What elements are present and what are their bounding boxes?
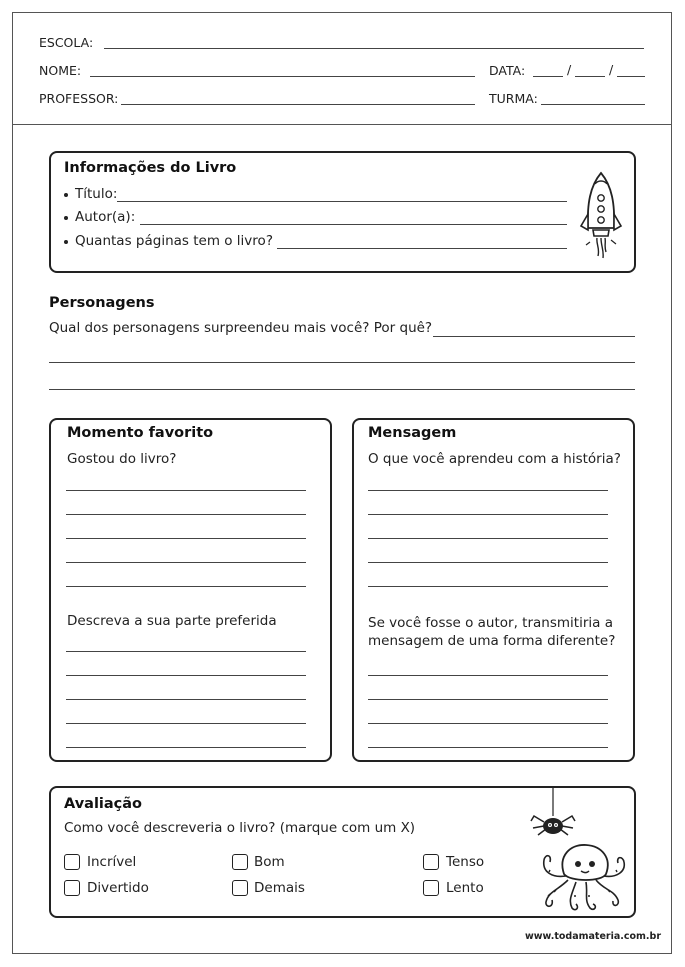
message-question-2-line-1: Se você fosse o autor, transmitiria a (368, 615, 613, 631)
checkbox-demais[interactable] (232, 880, 248, 896)
date-separator: / (567, 62, 572, 77)
header-divider (12, 124, 672, 125)
date-day-field[interactable] (533, 76, 563, 77)
rating-title: Avaliação (64, 796, 143, 812)
date-year-field[interactable] (617, 76, 645, 77)
rating-question: Como você descreveria o livro? (marque com um X) (64, 820, 416, 836)
message-title: Mensagem (368, 425, 457, 441)
date-label: DATA: (489, 63, 526, 78)
book-title-field[interactable] (117, 201, 567, 202)
answer-line[interactable] (66, 747, 306, 748)
book-author-field[interactable] (140, 224, 567, 225)
checkbox-tenso[interactable] (423, 854, 439, 870)
answer-line[interactable] (66, 514, 306, 515)
answer-line[interactable] (368, 514, 608, 515)
answer-line[interactable] (66, 699, 306, 700)
book-title-label: Título: (75, 186, 118, 202)
book-author-label: Autor(a): (75, 209, 136, 225)
favorite-moment-box (49, 418, 332, 762)
teacher-label: PROFESSOR: (39, 91, 119, 106)
name-label: NOME: (39, 63, 82, 78)
class-label: TURMA: (489, 91, 538, 106)
characters-answer-line[interactable] (49, 389, 635, 390)
date-separator: / (609, 62, 614, 77)
characters-answer-line[interactable] (49, 362, 635, 363)
bullet (64, 216, 68, 220)
school-field[interactable] (104, 48, 644, 49)
book-pages-label: Quantas páginas tem o livro? (75, 233, 273, 249)
option-label: Lento (446, 880, 484, 896)
answer-line[interactable] (368, 490, 608, 491)
answer-line[interactable] (66, 562, 306, 563)
checkbox-incrivel[interactable] (64, 854, 80, 870)
teacher-field[interactable] (121, 104, 475, 105)
answer-line[interactable] (66, 538, 306, 539)
option-label: Incrível (87, 854, 137, 870)
option-label: Bom (254, 854, 285, 870)
answer-line[interactable] (368, 586, 608, 587)
favorite-moment-title: Momento favorito (67, 425, 214, 441)
favorite-moment-question-1: Gostou do livro? (67, 451, 177, 467)
answer-line[interactable] (368, 675, 608, 676)
class-field[interactable] (541, 104, 645, 105)
option-label: Tenso (446, 854, 485, 870)
footer-site: www.todamateria.com.br (525, 931, 662, 942)
rocket-icon (578, 170, 624, 262)
bullet (64, 193, 68, 197)
option-label: Divertido (87, 880, 149, 896)
characters-title: Personagens (49, 295, 155, 311)
answer-line[interactable] (368, 747, 608, 748)
answer-line[interactable] (368, 562, 608, 563)
name-field[interactable] (90, 76, 475, 77)
school-label: ESCOLA: (39, 35, 94, 50)
answer-line[interactable] (368, 699, 608, 700)
checkbox-divertido[interactable] (64, 880, 80, 896)
answer-line[interactable] (66, 651, 306, 652)
answer-line[interactable] (66, 723, 306, 724)
characters-answer-field[interactable] (433, 336, 635, 337)
book-pages-field[interactable] (277, 248, 567, 249)
favorite-moment-question-2: Descreva a sua parte preferida (67, 613, 277, 629)
message-question-2-line-2: mensagem de uma forma diferente? (368, 633, 616, 649)
date-month-field[interactable] (575, 76, 605, 77)
checkbox-lento[interactable] (423, 880, 439, 896)
checkbox-bom[interactable] (232, 854, 248, 870)
answer-line[interactable] (66, 490, 306, 491)
bullet (64, 240, 68, 244)
option-label: Demais (254, 880, 305, 896)
characters-question: Qual dos personagens surpreendeu mais você? Por quê? (49, 320, 433, 336)
answer-line[interactable] (66, 586, 306, 587)
book-info-title: Informações do Livro (64, 160, 237, 176)
spider-icon (530, 788, 576, 842)
answer-line[interactable] (66, 675, 306, 676)
message-question-1: O que você aprendeu com a história? (368, 451, 621, 467)
octopus-icon (538, 838, 630, 912)
answer-line[interactable] (368, 723, 608, 724)
answer-line[interactable] (368, 538, 608, 539)
message-box (352, 418, 635, 762)
